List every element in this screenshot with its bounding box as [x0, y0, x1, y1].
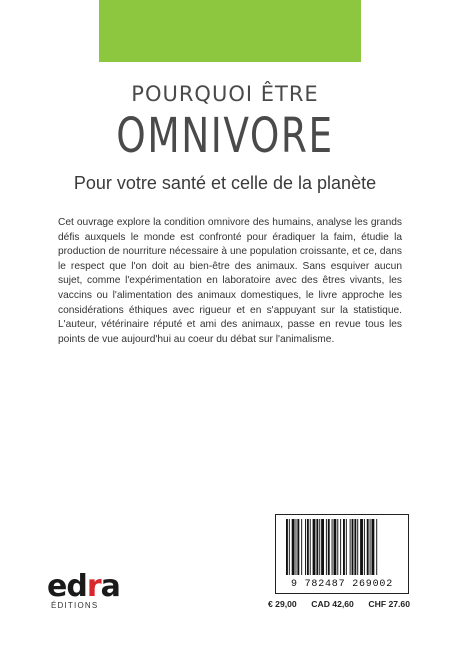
- price-line: [268, 599, 410, 609]
- title-top-line: POURQUOI ÊTRE: [131, 82, 319, 106]
- price-chf: CHF 27.60: [368, 599, 410, 609]
- barcode: [275, 514, 409, 594]
- publisher-logo: [47, 569, 127, 618]
- back-cover-blurb: Cet ouvrage explore la condition omnivore des humains, analyse les grands défis auxquels le monde est confronté pour éradiquer la faim, étudie la production de nourriture nécessaire à une population croissante, et ce, dans le respect que l'on doit au bien-être des animaux. Sans esquiver aucun sujet, comme l'expérimentation en laboratoire avec des êtres vivants, les vaccins ou l'alimentation des animaux domestiques, le livre approche les considérations éthiques avec rigueur et en s'appuyant sur la statistique. L'auteur, vétérinaire réputé et ami des animaux, passe en revue tous les points de vue aujourd'hui au coeur du débat sur l'animalisme.: [58, 217, 402, 345]
- logo-editions-label: ÉDITIONS: [51, 601, 99, 610]
- barcode-bars: [276, 515, 408, 581]
- book-subtitle: Pour votre santé et celle de la planète: [73, 173, 377, 193]
- price-cad: CAD 42,60: [311, 599, 354, 609]
- book-title: OMNIVORE: [116, 108, 334, 164]
- price-eur: € 29,00: [268, 599, 297, 609]
- isbn-number: 9 782487 269002: [290, 579, 393, 590]
- logo-wordmark: edra: [47, 569, 120, 604]
- green-header-band: [99, 0, 361, 62]
